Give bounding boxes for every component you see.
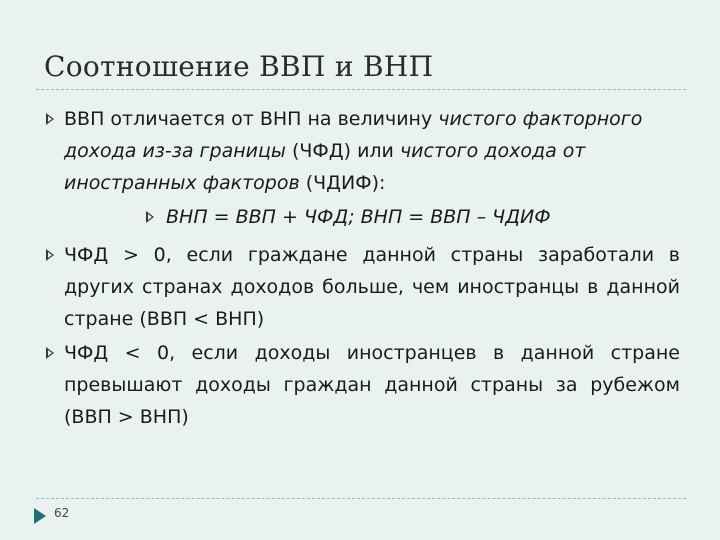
- title-divider: [36, 89, 686, 90]
- bullet-arrow-icon: [46, 113, 54, 125]
- bullet-arrow-icon: [146, 211, 154, 223]
- bullet-arrow-icon: [46, 347, 54, 359]
- footer-arrow-icon: [34, 508, 46, 524]
- bullet-text: ВВП отличается от ВНП на величину чистого факторного дохода из-за границы (ЧФД) или чистого дохода от иностранных факторов (ЧДИФ):: [64, 108, 643, 194]
- bullet-item: [40, 103, 680, 199]
- slide-title: Соотношение ВВП и ВНП: [44, 50, 434, 83]
- formula-subbullet: [140, 201, 680, 233]
- bullet-text: ЧФД < 0, если доходы иностранцев в данной стране превышают доходы граждан данной страны за рубежом (ВВП > ВНП): [64, 342, 680, 428]
- page-number: 62: [54, 506, 70, 520]
- emphasis-term: чистого факторного дохода из-за границы: [64, 108, 643, 162]
- formula-text: ВНП = ВВП + ЧФД; ВНП = ВВП – ЧДИФ: [166, 206, 551, 228]
- emphasis-term: чистого дохода от иностранных факторов: [64, 140, 586, 194]
- bullet-text: ЧФД > 0, если граждане данной страны заработали в других странах доходов больше, чем иностранцы в данной стране (ВВП < ВНП): [64, 244, 680, 330]
- bullet-item: [40, 239, 680, 335]
- bullet-arrow-icon: [46, 249, 54, 261]
- bullet-item: [40, 337, 680, 433]
- footer-divider: [36, 498, 686, 499]
